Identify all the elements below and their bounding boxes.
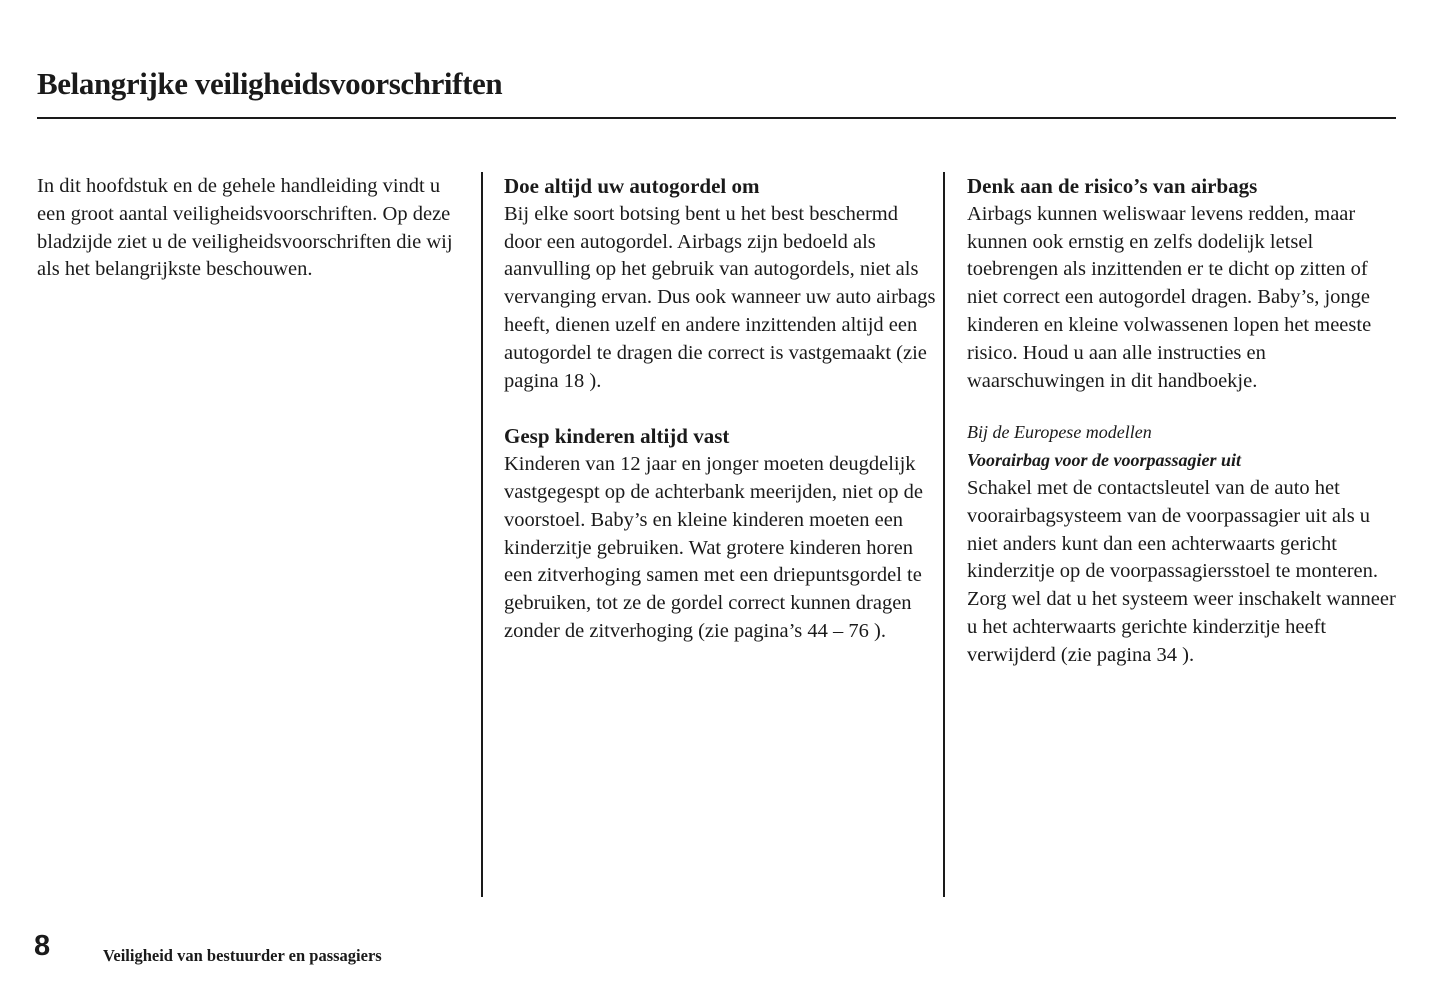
passenger-airbag-heading: Voorairbag voor de voorpassagier uit [967, 450, 1242, 471]
seatbelt-heading: Doe altijd uw autogordel om [504, 174, 760, 198]
column-divider [481, 172, 483, 897]
right-column [967, 173, 1399, 670]
children-heading: Gesp kinderen altijd vast [504, 424, 730, 449]
middle-column [504, 173, 936, 646]
page-title: Belangrijke veiligheidsvoorschriften [37, 66, 503, 101]
children-text: Kinderen van 12 jaar en jonger moeten deugdelijk vastgegespt op de achterbank meerijden, niet op de voorstoel. Baby’s en kleine kinderen moeten een kinderzitje gebruiken. Wat grotere kinderen horen een zitverhoging samen met een driepuntsgordel te gebruiken, tot ze de gordel correct kunnen dragen zonder de zitverhoging (zie pagina’s 44 – 76 ). [504, 453, 923, 642]
column-divider [943, 172, 945, 897]
airbags-text: Airbags kunnen weliswaar levens redden, maar kunnen ook ernstig en zelfs dodelijk letsel toebrengen als inzittenden er te dicht op zitten of niet correct een autogordel dragen. Baby’s, jonge kinderen en kleine volwassenen lopen het meeste risico. Houd u aan alle instructies en waarschuwingen in dit handboekje. [967, 202, 1372, 392]
passenger-airbag-text: Schakel met de contactsleutel van de auto het voorairbagsysteem van de voorpassagier uit als u niet anders kunt dan een achterwaarts gericht kinderzitje op de voorpassagiersstoel te monteren. Zorg wel dat u het systeem weer inschakelt wanneer u het achterwaarts gerichte kinderzitje heeft verwijderd (zie pagina 34 ). [967, 476, 1396, 666]
intro-text: In dit hoofdstuk en de gehele handleiding vindt u een groot aantal veiligheidsvoorschriften. Op deze bladzijde ziet u de veiligheidsvoorschriften die wij als het belangrijkste beschouwen. [37, 175, 453, 281]
intro-column [37, 173, 457, 284]
footer-section-label: Veiligheid van bestuurder en passagiers [103, 946, 382, 965]
seatbelt-text: Bij elke soort botsing bent u het best beschermd door een autogordel. Airbags zijn bedoeld als aanvulling op het gebruik van autogordels, niet als vervanging ervan. Dus ook wanneer uw auto airbags heeft, dienen uzelf en andere inzittenden altijd een autogordel te dragen die correct is vastgemaakt (zie pagina 18 ). [504, 202, 936, 392]
airbags-heading: Denk aan de risico’s van airbags [967, 174, 1258, 198]
model-note: Bij de Europese modellen [967, 422, 1152, 443]
page-number: 8 [34, 930, 51, 962]
title-rule [37, 117, 1396, 119]
